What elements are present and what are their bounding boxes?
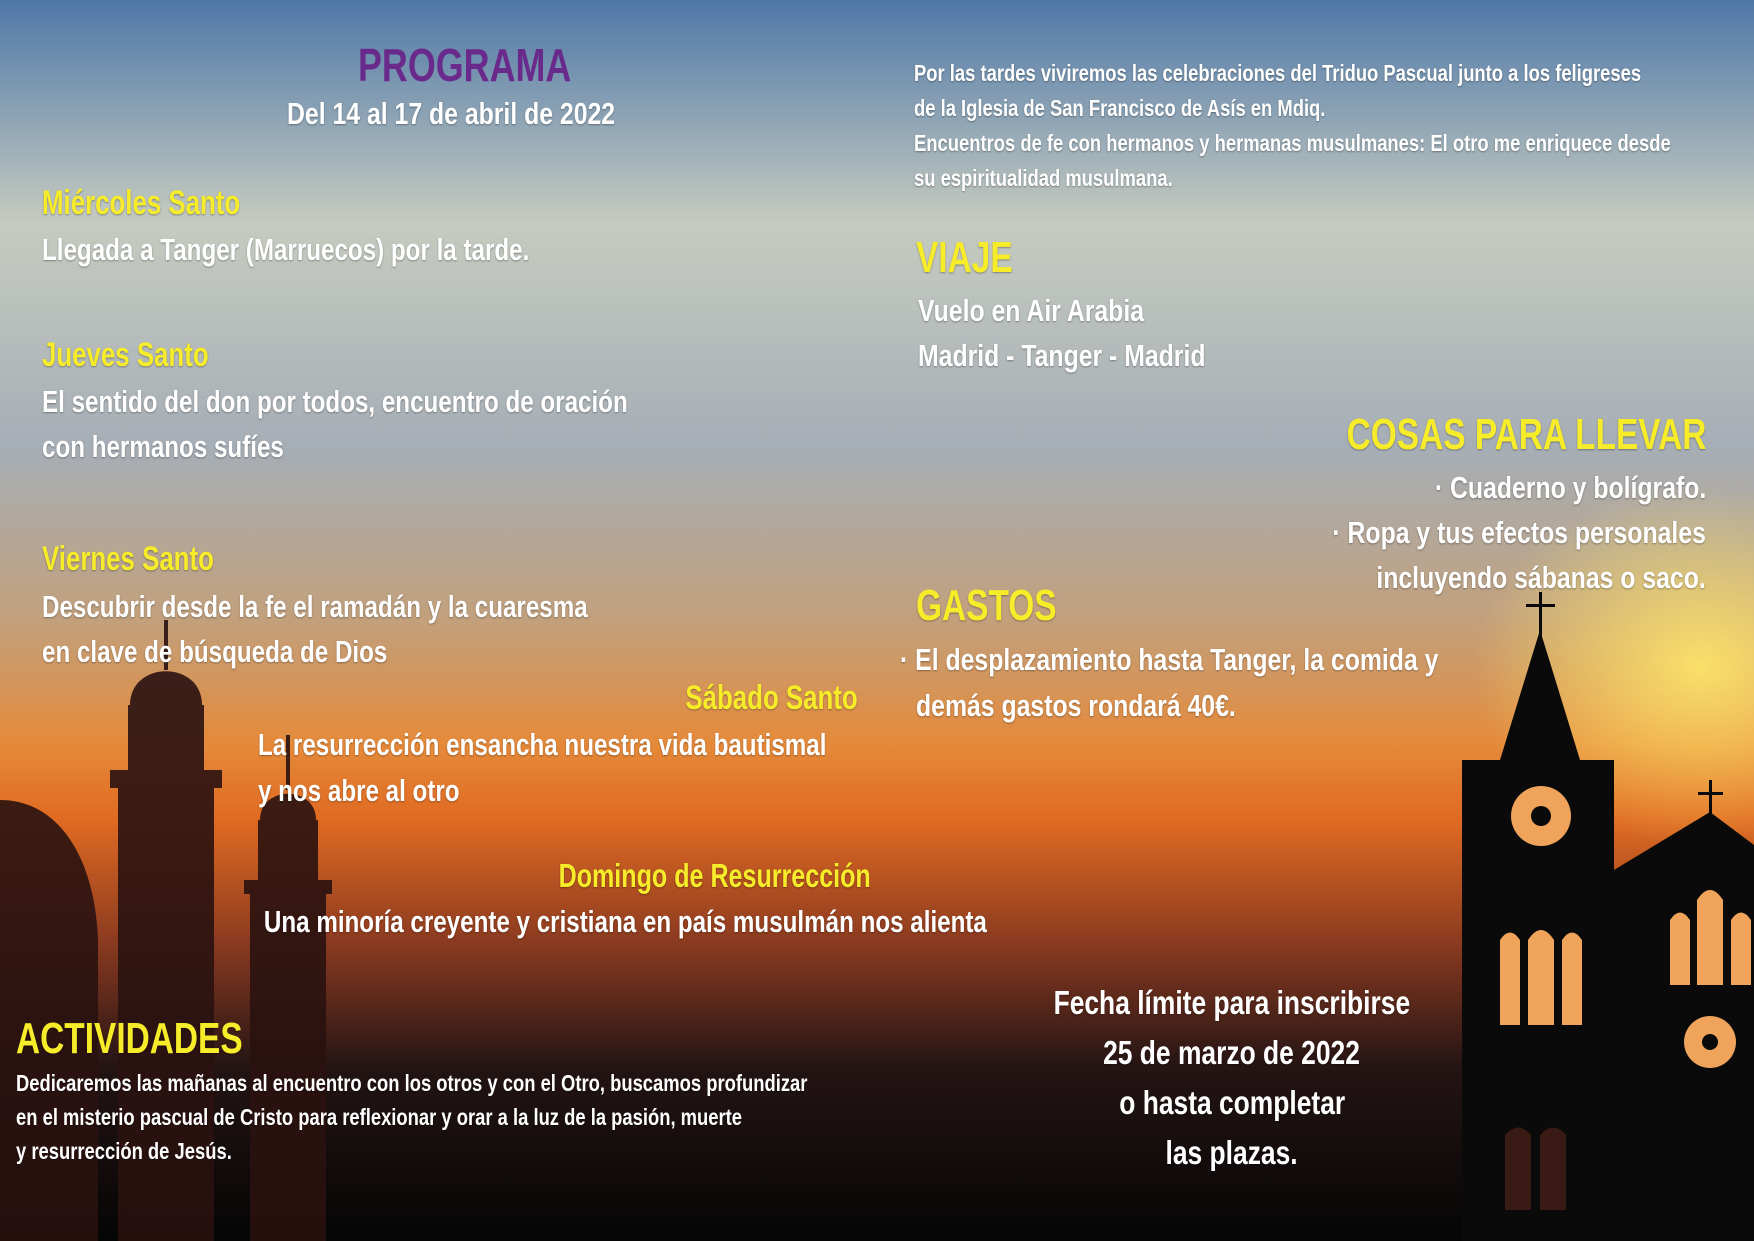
day-text-sabado-1: La resurrección ensancha nuestra vida bautismal	[258, 727, 827, 762]
fecha-line-3: o hasta completar	[1119, 1084, 1345, 1121]
tardes-line-2: de la Iglesia de San Francisco de Asís en Mdiq.	[914, 95, 1326, 121]
tardes-line-3: Encuentros de fe con hermanos y hermanas musulmanes: El otro me enriquece desde	[914, 130, 1671, 156]
fecha-line-2: 25 de marzo de 2022	[1103, 1034, 1361, 1071]
programa-title: PROGRAMA	[358, 39, 572, 91]
tardes-line-1: Por las tardes viviremos las celebraciones del Triduo Pascual junto a los feligreses	[914, 60, 1642, 86]
actividades-line-1: Dedicaremos las mañanas al encuentro con los otros y con el Otro, buscamos profundizar	[16, 1070, 808, 1096]
gastos-line-2: demás gastos rondará 40€.	[916, 688, 1236, 723]
day-title-domingo: Domingo de Resurrección	[558, 857, 871, 894]
cosas-line-3: incluyendo sábanas o saco.	[1376, 560, 1706, 595]
day-title-miercoles: Miércoles Santo	[42, 184, 241, 222]
day-text-viernes-1: Descubrir desde la fe el ramadán y la cuaresma	[42, 589, 588, 624]
day-title-viernes: Viernes Santo	[42, 540, 214, 578]
programa-dates: Del 14 al 17 de abril de 2022	[287, 96, 616, 131]
gastos-line-1: · El desplazamiento hasta Tanger, la comida y	[900, 642, 1439, 677]
fecha-line-1: Fecha límite para inscribirse	[1053, 984, 1411, 1021]
day-text-domingo: Una minoría creyente y cristiana en país musulmán nos alienta	[263, 904, 987, 939]
viaje-title: VIAJE	[916, 233, 1013, 282]
viaje-line-1: Vuelo en Air Arabia	[918, 293, 1145, 328]
cosas-line-1: · Cuaderno y bolígrafo.	[1434, 470, 1706, 505]
fecha-line-4: las plazas.	[1165, 1134, 1299, 1171]
cosas-title: COSAS PARA LLEVAR	[1346, 410, 1706, 459]
tardes-line-4: su espiritualidad musulmana.	[914, 165, 1173, 191]
day-text-jueves-2: con hermanos sufíes	[42, 429, 284, 464]
viaje-line-2: Madrid - Tanger - Madrid	[918, 338, 1206, 373]
actividades-line-2: en el misterio pascual de Cristo para reflexionar y orar a la luz de la pasión, muerte	[16, 1104, 743, 1130]
day-title-jueves: Jueves Santo	[42, 336, 209, 374]
cosas-line-2: · Ropa y tus efectos personales	[1332, 515, 1706, 550]
day-title-sabado: Sábado Santo	[685, 679, 858, 717]
day-text-miercoles: Llegada a Tanger (Marruecos) por la tarde.	[42, 232, 530, 267]
day-text-sabado-2: y nos abre al otro	[258, 773, 460, 808]
gastos-title: GASTOS	[916, 581, 1057, 630]
actividades-title: ACTIVIDADES	[16, 1014, 243, 1063]
day-text-viernes-2: en clave de búsqueda de Dios	[42, 634, 388, 669]
day-text-jueves-1: El sentido del don por todos, encuentro de oración	[42, 384, 628, 419]
actividades-line-3: y resurrección de Jesús.	[16, 1138, 232, 1164]
